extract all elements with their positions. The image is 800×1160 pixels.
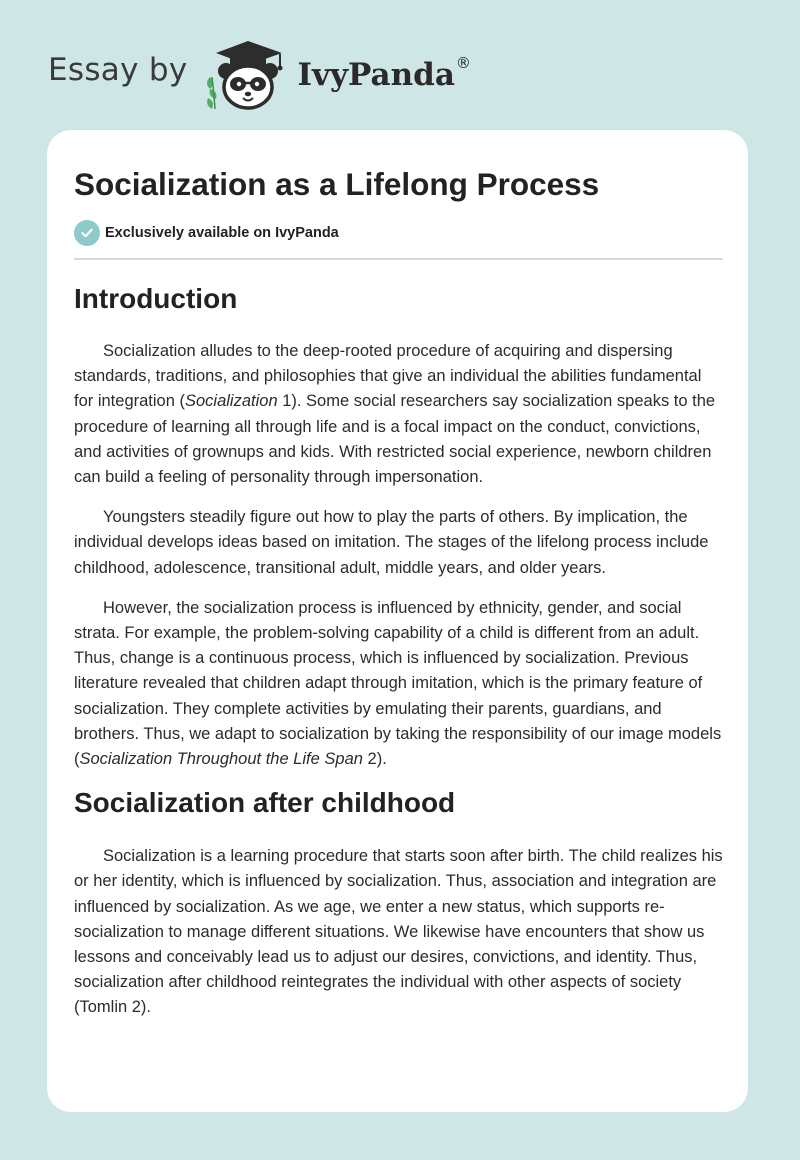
paragraph: Socialization alludes to the deep-rooted procedure of acquiring and dispersing standards, traditions, and philosophies that give an individual the abilities fundamental for integration (Socialization 1). Some social researchers say socialization speaks to the procedure of learning all through life and is a focal impact on the conduct, convictions, and activities of grownups and kids. With restricted social experience, newborn children can build a feeling of personality through impersonation. (74, 342, 716, 487)
brand-prefix: Essay by (48, 52, 188, 88)
essay-content (74, 130, 723, 1021)
section-heading-after-childhood: Socialization after childhood (74, 787, 456, 819)
essay-card (47, 130, 748, 1112)
citation: Socialization Throughout the Life Span (79, 750, 363, 769)
divider (74, 258, 723, 260)
ivypanda-logo-icon (202, 37, 294, 111)
brand-name: IvyPanda (297, 57, 455, 93)
brand-header (48, 34, 471, 114)
paragraph: Socialization is a learning procedure that starts soon after birth. The child realizes his or her identity, which is influenced by socialization. Thus, association and integration are influenced by socialization. As we age, we enter a new status, which supports re-socialization to manage different situations. We likewise have encounters that show us lessons and conceivably lead us to adjust our desires, convictions, and identity. Thus, socialization after childhood reintegrates the individual with other aspects of society (Tomlin 2). (74, 847, 723, 1017)
exclusive-label: Exclusively available on IvyPanda (105, 225, 339, 241)
paragraph: However, the socialization process is influenced by ethnicity, gender, and social strata. For example, the problem-solving capability of a child is different from an adult. Thus, change is a continuous process, which is influenced by socialization. Previous literature revealed that children adapt through imitation, which is the primary feature of socialization. They complete activities by emulating their parents, guardians, and brothers. Thus, we adapt to socialization by taking the responsibility of our image models (Socialization Throughout the Life Span 2). (74, 598, 722, 769)
paragraph: Youngsters steadily figure out how to play the parts of others. By implication, the individual develops ideas based on imitation. The stages of the lifelong process include childhood, adolescence, transitional adult, middle years, and older years. (74, 508, 709, 577)
page-title: Socialization as a Lifelong Process (74, 166, 600, 202)
section-heading-introduction: Introduction (74, 283, 238, 314)
exclusive-badge (74, 220, 723, 246)
check-icon (74, 220, 100, 246)
registered-mark: ® (455, 54, 471, 72)
citation: Socialization (184, 392, 278, 411)
